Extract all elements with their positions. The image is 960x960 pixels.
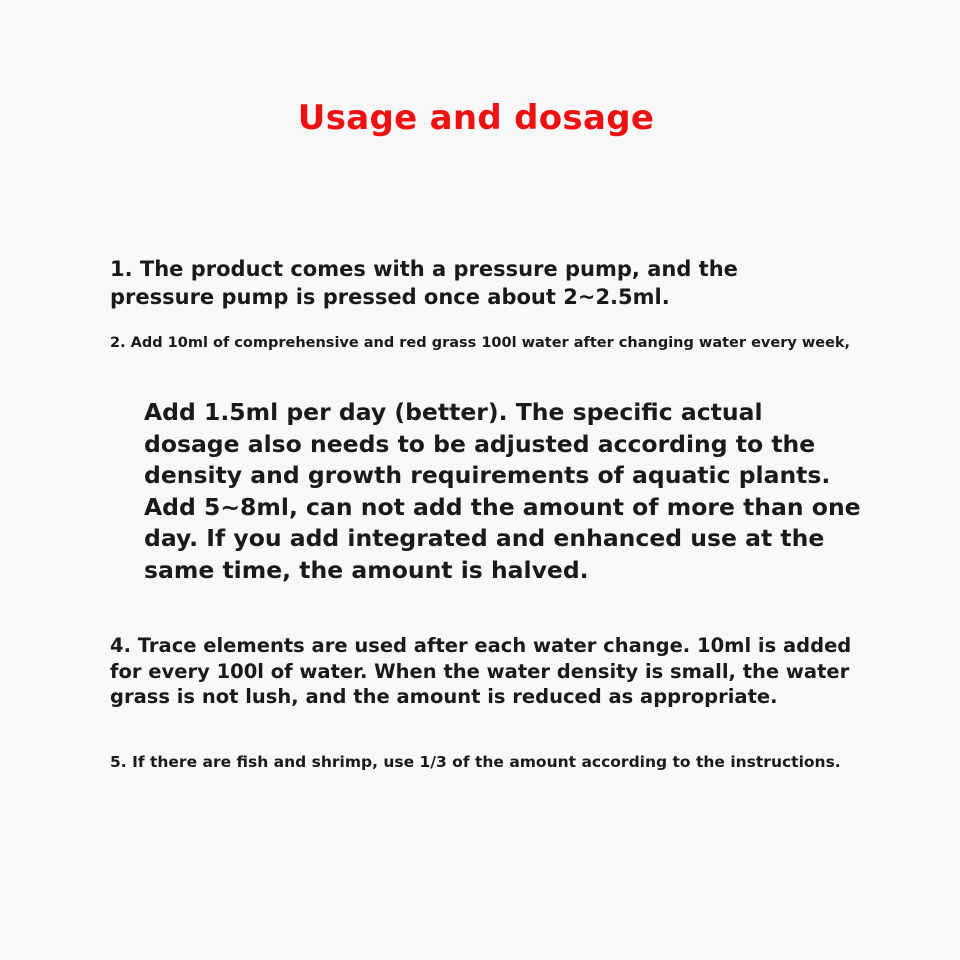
instruction-item-5: 5. If there are fish and shrimp, use 1/3 of the amount according to the instructions. xyxy=(110,753,841,771)
instruction-item-1: 1. The product comes with a pressure pump, and the pressure pump is pressed once about 2~2.5ml. xyxy=(110,257,738,309)
instruction-item-2: 2. Add 10ml of comprehensive and red grass 100l water after changing water every week, xyxy=(110,335,851,351)
instruction-item-3: Add 1.5ml per day (better). The specific actual dosage also needs to be adjusted according to the density and growth requirements of aquatic plants. Add 5~8ml, can not add the amount of more than one day. If you add integrated and enhanced use at the same time, the amount is halved. xyxy=(144,398,861,584)
page-title: Usage and dosage xyxy=(297,98,655,138)
instruction-item-4: 4. Trace elements are used after each water change. 10ml is added for every 100l of water. When the water density is small, the water grass is not lush, and the amount is reduced as appropriate. xyxy=(110,634,852,708)
